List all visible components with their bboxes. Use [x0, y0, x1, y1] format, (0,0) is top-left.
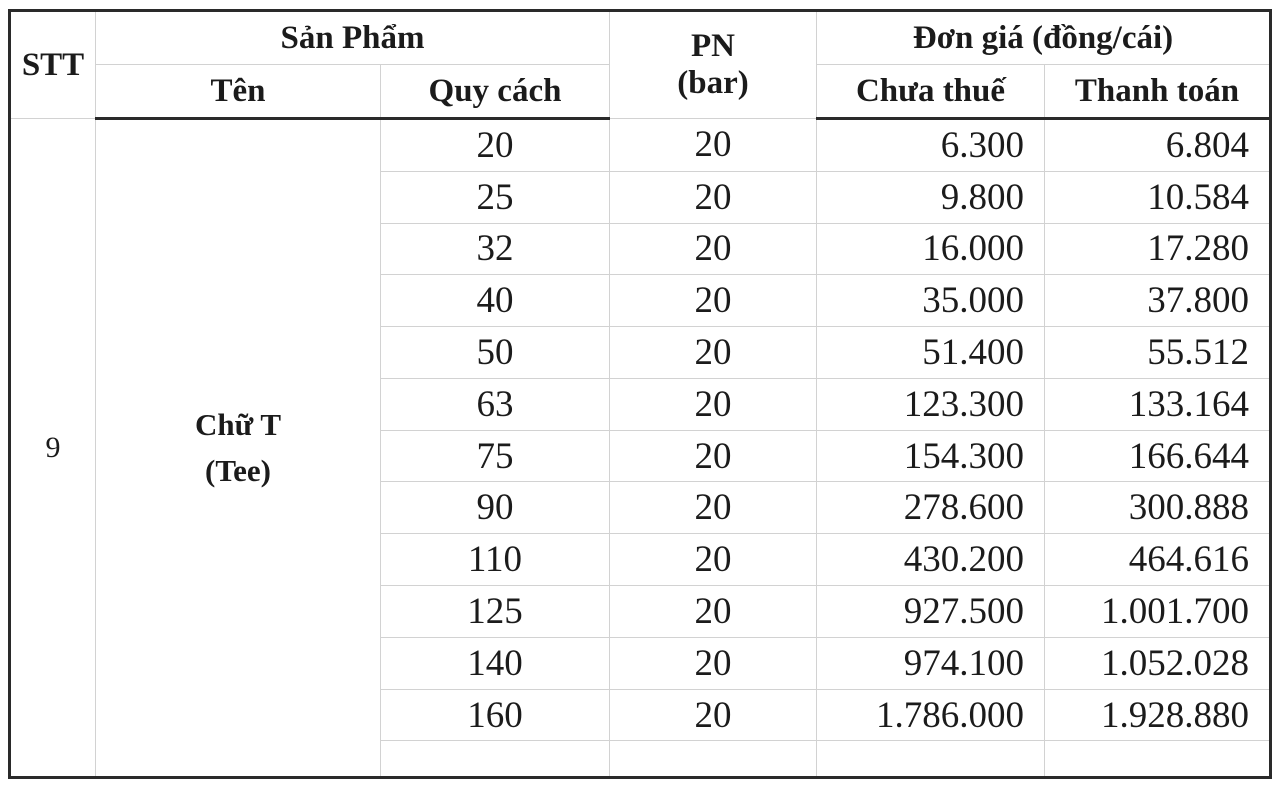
payment-cell: 1.001.700 [1045, 586, 1271, 638]
pre-tax-cell: 123.300 [817, 378, 1045, 430]
unit-price-header: Đơn giá (đồng/cái) [817, 11, 1271, 65]
stt-cell: 9 [10, 119, 96, 778]
spec-cell: 125 [381, 586, 610, 638]
spec-cell: 75 [381, 430, 610, 482]
pre-tax-cell: 35.000 [817, 275, 1045, 327]
pn-cell: 20 [610, 378, 817, 430]
pre-tax-cell: 430.200 [817, 534, 1045, 586]
price-table [8, 9, 1272, 779]
pn-cell: 20 [610, 637, 817, 689]
pre-tax-cell: 9.800 [817, 171, 1045, 223]
pn-header [610, 11, 817, 119]
header-row-top [10, 11, 1271, 65]
pn-cell: 20 [610, 534, 817, 586]
payment-cell: 55.512 [1045, 327, 1271, 379]
name-header: Tên [96, 65, 381, 119]
product-name-cell [96, 119, 381, 778]
pre-tax-header: Chưa thuế [817, 65, 1045, 119]
payment-cell: 300.888 [1045, 482, 1271, 534]
payment-cell: 133.164 [1045, 378, 1271, 430]
pn-cell: 20 [610, 689, 817, 741]
pn-cell: 20 [610, 482, 817, 534]
product-name-line2: (Tee) [205, 453, 271, 488]
pn-header-line2: (bar) [677, 65, 749, 101]
spec-header: Quy cách [381, 65, 610, 119]
pre-tax-cell: 1.786.000 [817, 689, 1045, 741]
pn-header-line1: PN [691, 28, 735, 64]
spec-cell: 140 [381, 637, 610, 689]
pre-tax-cell: 154.300 [817, 430, 1045, 482]
spec-cell: 110 [381, 534, 610, 586]
table-header [10, 11, 1271, 119]
spec-cell: 32 [381, 223, 610, 275]
spec-cell: 40 [381, 275, 610, 327]
pre-tax-cell: 974.100 [817, 637, 1045, 689]
spec-cell: 20 [381, 119, 610, 172]
pre-tax-cell: 51.400 [817, 327, 1045, 379]
payment-cell: 1.052.028 [1045, 637, 1271, 689]
payment-cell: 10.584 [1045, 171, 1271, 223]
pre-tax-cell: 16.000 [817, 223, 1045, 275]
pre-tax-cell: 927.500 [817, 586, 1045, 638]
spec-cell: 25 [381, 171, 610, 223]
pn-cell: 20 [610, 223, 817, 275]
table-body [10, 119, 1271, 778]
payment-cell: 166.644 [1045, 430, 1271, 482]
pn-cell: 20 [610, 171, 817, 223]
pre-tax-cell: 6.300 [817, 119, 1045, 172]
spec-cell: 160 [381, 689, 610, 741]
spec-cell: 63 [381, 378, 610, 430]
pn-cell: 20 [610, 327, 817, 379]
product-header: Sản Phẩm [96, 11, 610, 65]
blank-cell [817, 741, 1045, 778]
blank-cell [610, 741, 817, 778]
product-name-line1: Chữ T [194, 407, 282, 442]
blank-cell [381, 741, 610, 778]
pn-cell: 20 [610, 119, 817, 172]
payment-cell: 37.800 [1045, 275, 1271, 327]
payment-cell: 6.804 [1045, 119, 1271, 172]
spec-cell: 90 [381, 482, 610, 534]
stt-header: STT [10, 11, 96, 119]
pn-cell: 20 [610, 275, 817, 327]
blank-cell [1045, 741, 1271, 778]
payment-cell: 17.280 [1045, 223, 1271, 275]
payment-cell: 464.616 [1045, 534, 1271, 586]
pre-tax-cell: 278.600 [817, 482, 1045, 534]
table-row [10, 119, 1271, 172]
payment-header: Thanh toán [1045, 65, 1271, 119]
pn-cell: 20 [610, 586, 817, 638]
payment-cell: 1.928.880 [1045, 689, 1271, 741]
pn-cell: 20 [610, 430, 817, 482]
spec-cell: 50 [381, 327, 610, 379]
